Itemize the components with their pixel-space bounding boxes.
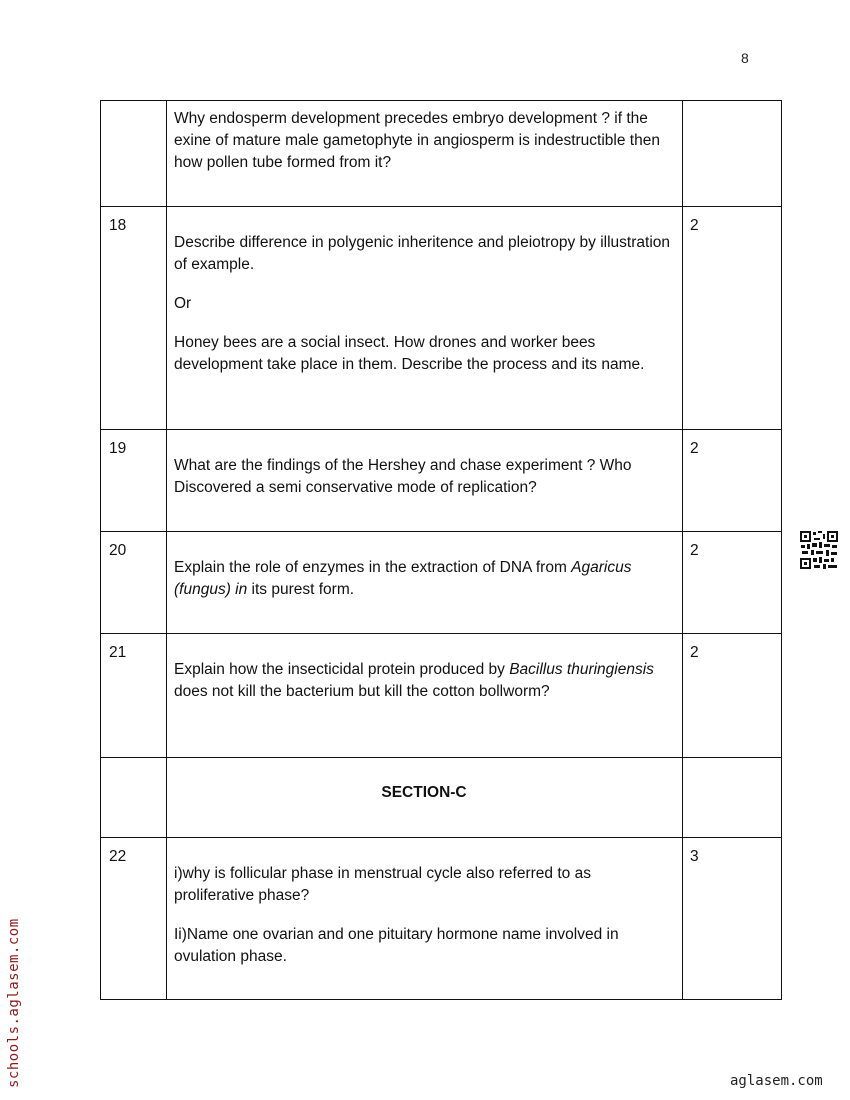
question-text-span: Honey bees are a social insect. How drones and worker bees development take place in them. Describe the process and its name. xyxy=(174,334,645,373)
question-number: 20 xyxy=(101,532,167,634)
question-marks xyxy=(683,101,782,207)
question-marks: 2 xyxy=(683,430,782,532)
question-paragraph xyxy=(174,108,674,174)
question-text-span: Explain how the insecticidal protein produced by xyxy=(174,661,510,678)
question-row xyxy=(101,532,782,634)
page-number: 8 xyxy=(741,50,749,66)
question-text xyxy=(167,101,683,207)
question-text-span: Ii)Name one ovarian and one pituitary hormone name involved in ovulation phase. xyxy=(174,926,619,965)
question-text-italic: Agaricus (fungus) in xyxy=(174,559,632,598)
question-paragraph xyxy=(174,863,674,907)
question-row xyxy=(101,838,782,1000)
question-marks: 2 xyxy=(683,532,782,634)
section-cell xyxy=(167,758,683,838)
footer-site-link[interactable]: aglasem.com xyxy=(730,1073,823,1089)
question-paragraph xyxy=(174,232,674,276)
question-number: 22 xyxy=(101,838,167,1000)
question-text-italic: Bacillus thuringiensis xyxy=(509,661,654,678)
section-row xyxy=(101,758,782,838)
question-paragraph xyxy=(174,455,674,499)
question-text-span: does not kill the bacterium but kill the cotton bollworm? xyxy=(174,683,550,700)
question-number: 18 xyxy=(101,207,167,430)
question-paragraph xyxy=(174,659,674,703)
question-text xyxy=(167,207,683,430)
qr-code-icon xyxy=(799,530,839,570)
question-marks xyxy=(683,758,782,838)
question-number: 21 xyxy=(101,634,167,758)
question-row xyxy=(101,207,782,430)
side-watermark: schools.aglasem.com xyxy=(6,918,22,1088)
question-text-span: Or xyxy=(174,295,192,312)
question-row xyxy=(101,634,782,758)
question-row xyxy=(101,430,782,532)
question-text-span: its purest form. xyxy=(247,581,355,598)
question-text xyxy=(167,838,683,1000)
question-text-span: What are the findings of the Hershey and chase experiment ? Who Discovered a semi conservative mode of replication? xyxy=(174,457,632,496)
question-marks: 2 xyxy=(683,634,782,758)
question-text-span: Explain the role of enzymes in the extraction of DNA from xyxy=(174,559,572,576)
question-paragraph xyxy=(174,924,674,968)
question-text-span: Why endosperm development precedes embryo development ? if the exine of mature male gametophyte in angiosperm is indestructible then how pollen tube formed from it? xyxy=(174,110,660,171)
question-number xyxy=(101,758,167,838)
question-number: 19 xyxy=(101,430,167,532)
question-paragraph xyxy=(174,557,674,601)
section-heading: SECTION-C xyxy=(381,784,467,801)
question-table xyxy=(100,100,782,1000)
question-marks: 3 xyxy=(683,838,782,1000)
question-number xyxy=(101,101,167,207)
question-paragraph xyxy=(174,332,674,376)
question-text-span: i)why is follicular phase in menstrual cycle also referred to as proliferative phase? xyxy=(174,865,591,904)
question-marks: 2 xyxy=(683,207,782,430)
question-text xyxy=(167,532,683,634)
question-row xyxy=(101,101,782,207)
question-text xyxy=(167,430,683,532)
question-paragraph xyxy=(174,293,674,315)
question-text xyxy=(167,634,683,758)
question-text-span: Describe difference in polygenic inheritence and pleiotropy by illustration of example. xyxy=(174,234,670,273)
